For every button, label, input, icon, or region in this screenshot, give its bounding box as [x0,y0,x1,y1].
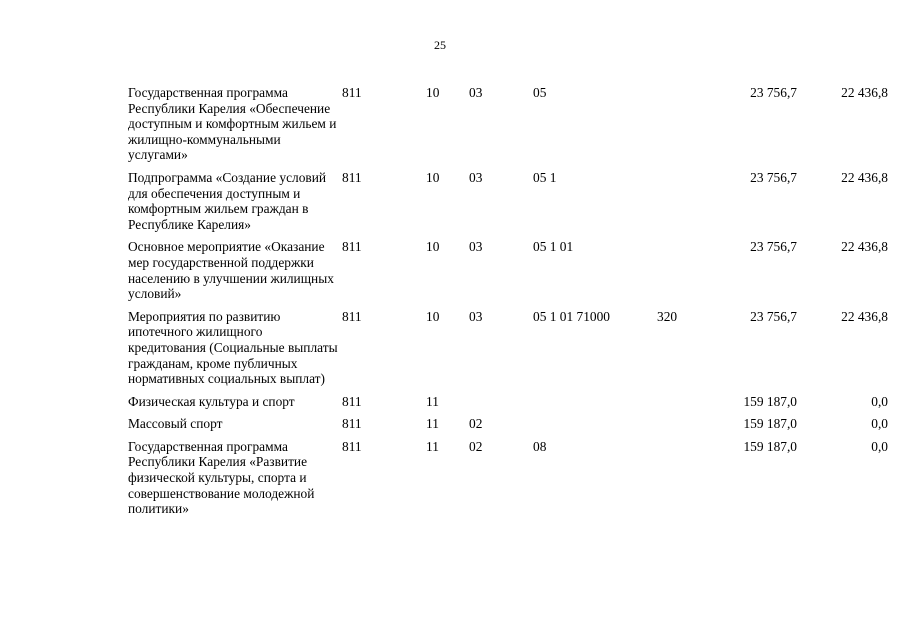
row-target-article [533,415,657,438]
row-name: Государственная программа Республики Карелия «Обеспечение доступным и комфортным жильем и жилищно-коммунальными услугами» [128,85,337,163]
row-admin-code: 811 [342,438,362,454]
row-target-article: 05 1 [533,169,557,185]
page-number: 25 [434,38,446,52]
table-row [128,308,888,393]
row-subsection: 03 [469,308,483,324]
row-admin-code: 811 [342,308,362,324]
row-admin-code: 811 [342,85,362,100]
row-name: Подпрограмма «Создание условий для обеспечения доступным и комфортным жильем граждан в Республике Карелия» [128,169,327,232]
row-section: 10 [426,169,440,185]
budget-table [128,84,888,523]
row-expense-type [657,438,713,523]
row-subsection: 03 [469,239,483,255]
row-expense-type [657,169,713,238]
table-row [128,169,888,238]
row-admin-code: 811 [342,169,362,185]
row-expense-type [657,238,713,307]
row-value-2: 22 436,8 [841,239,888,255]
row-subsection: 03 [469,169,483,185]
row-section: 10 [426,239,440,255]
row-value-2: 22 436,8 [841,85,888,100]
row-value-1: 23 756,7 [750,169,797,185]
row-value-2: 0,0 [871,393,888,409]
table-row [128,84,888,169]
row-admin-code: 811 [342,393,362,409]
row-expense-type [657,393,713,416]
row-value-1: 159 187,0 [743,438,797,454]
row-value-1: 23 756,7 [750,85,797,100]
table-row [128,393,888,416]
row-subsection [469,393,533,416]
row-value-1: 159 187,0 [743,393,797,409]
row-target-article: 08 [533,438,547,454]
row-value-2: 22 436,8 [841,308,888,324]
row-name: Массовый спорт [128,416,223,432]
row-target-article: 05 1 01 [533,239,574,255]
row-subsection: 02 [469,438,483,454]
row-section: 11 [426,438,439,454]
row-section: 10 [426,308,440,324]
row-value-1: 159 187,0 [743,416,797,432]
row-section: 11 [426,393,439,409]
table-row [128,238,888,307]
row-expense-type: 320 [657,308,678,324]
row-name: Физическая культура и спорт [128,393,295,409]
row-value-1: 23 756,7 [750,308,797,324]
row-name: Государственная программа Республики Карелия «Развитие физической культуры, спорта и совершенствование молодежной политики» [128,438,315,517]
table-row [128,438,888,523]
row-name: Основное мероприятие «Оказание мер государственной поддержки населению в улучшении жилищных условий» [128,239,334,302]
row-target-article: 05 [533,85,547,100]
row-target-article: 05 1 01 71000 [533,308,610,324]
row-name: Мероприятия по развитию ипотечного жилищного кредитования (Социальные выплаты гражданам, кроме публичных нормативных социальных выплат) [128,308,338,387]
row-value-2: 0,0 [871,416,888,432]
row-section: 10 [426,85,440,100]
row-admin-code: 811 [342,416,362,432]
row-subsection: 02 [469,416,483,432]
row-section: 11 [426,416,439,432]
row-value-1: 23 756,7 [750,239,797,255]
row-value-2: 22 436,8 [841,169,888,185]
row-admin-code: 811 [342,239,362,255]
row-expense-type [657,415,713,438]
row-target-article [533,393,657,416]
row-subsection: 03 [469,85,483,100]
table-row [128,415,888,438]
row-value-2: 0,0 [871,438,888,454]
row-expense-type [657,84,713,169]
